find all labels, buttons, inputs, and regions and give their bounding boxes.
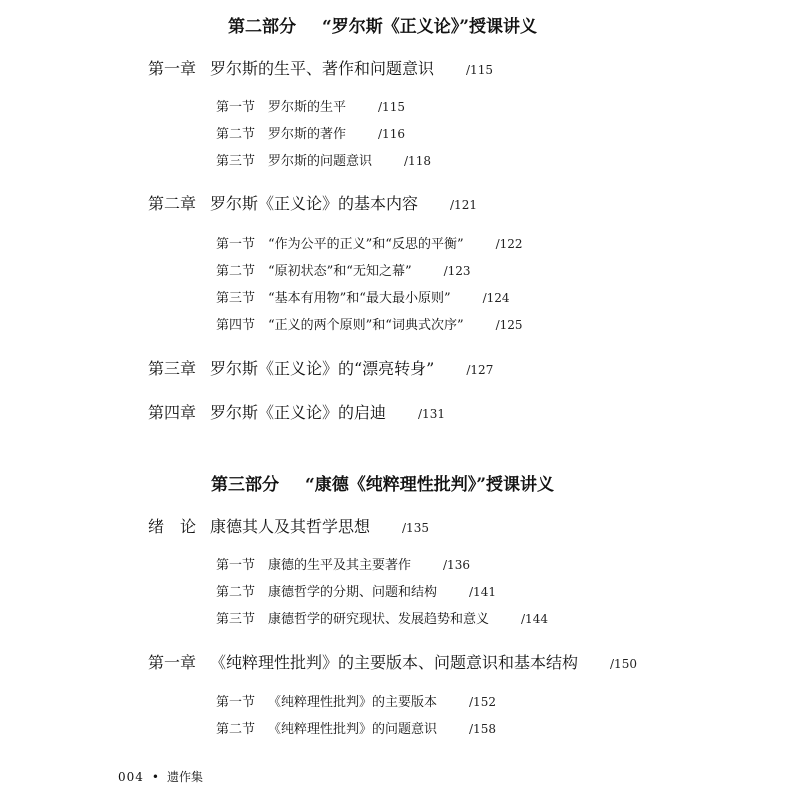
section-entry[interactable] bbox=[216, 233, 523, 252]
section-title: “正义的两个原则”和“词典式次序” bbox=[268, 318, 464, 333]
section-title: 罗尔斯的生平 bbox=[268, 100, 347, 115]
section-page: /118 bbox=[404, 154, 431, 168]
section-title: 《纯粹理性批判》的主要版本 bbox=[268, 695, 438, 710]
chapter-page: /150 bbox=[610, 657, 637, 671]
section-label: 第三节 bbox=[216, 154, 256, 169]
section-entry[interactable] bbox=[216, 691, 496, 710]
section-page: /122 bbox=[495, 237, 523, 251]
chapter-label: 第三章 bbox=[148, 359, 197, 378]
section-page: /144 bbox=[521, 612, 548, 626]
section-title: 《纯粹理性批判》的问题意识 bbox=[268, 722, 438, 737]
chapter-page: /131 bbox=[418, 407, 445, 421]
section-entry[interactable] bbox=[216, 150, 431, 169]
section-entry[interactable] bbox=[216, 608, 548, 627]
chapter-entry[interactable] bbox=[148, 356, 493, 379]
section-entry[interactable] bbox=[216, 123, 405, 142]
chapter-label: 第二章 bbox=[148, 194, 197, 213]
section-page: /136 bbox=[443, 558, 470, 572]
page-number: 004 bbox=[118, 770, 144, 784]
section-label: 第二节 bbox=[216, 722, 256, 737]
section-page: /125 bbox=[495, 318, 523, 332]
section-title: 康德的生平及其主要著作 bbox=[268, 558, 412, 573]
chapter-label: 第一章 bbox=[148, 59, 197, 78]
chapter-title: 罗尔斯《正义论》的启迪 bbox=[210, 403, 387, 422]
chapter-entry[interactable] bbox=[148, 191, 477, 214]
section-label: 第一节 bbox=[216, 237, 256, 252]
section-page: /116 bbox=[378, 127, 405, 141]
chapter-entry[interactable] bbox=[148, 514, 429, 537]
part-title: “康德《纯粹理性批判》”授课讲义 bbox=[305, 475, 555, 495]
chapter-page: /135 bbox=[402, 521, 429, 535]
section-title: “作为公平的正义”和“反思的平衡” bbox=[268, 237, 464, 252]
section-page: /141 bbox=[469, 585, 496, 599]
section-label: 第三节 bbox=[216, 612, 256, 627]
chapter-entry[interactable] bbox=[148, 56, 493, 79]
section-page: /152 bbox=[469, 695, 496, 709]
section-title: 康德哲学的研究现状、发展趋势和意义 bbox=[268, 612, 490, 627]
book-title: 遗作集 bbox=[166, 770, 203, 784]
chapter-page: /127 bbox=[466, 363, 494, 377]
section-page: /158 bbox=[469, 722, 496, 736]
part-heading bbox=[228, 12, 537, 37]
section-label: 第四节 bbox=[216, 318, 256, 333]
section-entry[interactable] bbox=[216, 287, 510, 306]
part-heading bbox=[211, 470, 554, 495]
section-title: 康德哲学的分期、问题和结构 bbox=[268, 585, 438, 600]
section-title: 罗尔斯的著作 bbox=[268, 127, 347, 142]
section-entry[interactable] bbox=[216, 554, 470, 573]
chapter-entry[interactable] bbox=[148, 650, 637, 673]
section-label: 第三节 bbox=[216, 291, 256, 306]
chapter-label: 绪 论 bbox=[148, 517, 197, 536]
section-entry[interactable] bbox=[216, 581, 496, 600]
page-footer bbox=[118, 768, 203, 785]
section-label: 第一节 bbox=[216, 695, 256, 710]
section-title: “原初状态”和“无知之幕” bbox=[268, 264, 412, 279]
section-label: 第二节 bbox=[216, 585, 256, 600]
part-label: 第三部分 bbox=[211, 475, 279, 495]
chapter-title: 康德其人及其哲学思想 bbox=[210, 517, 371, 536]
section-label: 第二节 bbox=[216, 127, 256, 142]
chapter-title: 罗尔斯《正义论》的“漂亮转身” bbox=[210, 359, 435, 378]
chapter-title: 罗尔斯的生平、著作和问题意识 bbox=[210, 59, 435, 78]
chapter-page: /115 bbox=[466, 63, 493, 77]
chapter-page: /121 bbox=[450, 198, 477, 212]
chapter-title: 罗尔斯《正义论》的基本内容 bbox=[210, 194, 419, 213]
chapter-label: 第一章 bbox=[148, 653, 197, 672]
chapter-entry[interactable] bbox=[148, 400, 445, 423]
section-label: 第二节 bbox=[216, 264, 256, 279]
footer-separator: • bbox=[151, 770, 159, 784]
section-entry[interactable] bbox=[216, 96, 405, 115]
chapter-title: 《纯粹理性批判》的主要版本、问题意识和基本结构 bbox=[210, 653, 579, 672]
section-page: /123 bbox=[443, 264, 471, 278]
section-entry[interactable] bbox=[216, 718, 496, 737]
section-page: /124 bbox=[482, 291, 510, 305]
section-entry[interactable] bbox=[216, 260, 471, 279]
part-label: 第二部分 bbox=[228, 17, 296, 37]
section-entry[interactable] bbox=[216, 314, 523, 333]
section-title: “基本有用物”和“最大最小原则” bbox=[268, 291, 451, 306]
chapter-label: 第四章 bbox=[148, 403, 197, 422]
section-page: /115 bbox=[378, 100, 405, 114]
section-label: 第一节 bbox=[216, 558, 256, 573]
section-title: 罗尔斯的问题意识 bbox=[268, 154, 373, 169]
section-label: 第一节 bbox=[216, 100, 256, 115]
part-title: “罗尔斯《正义论》”授课讲义 bbox=[322, 17, 538, 37]
